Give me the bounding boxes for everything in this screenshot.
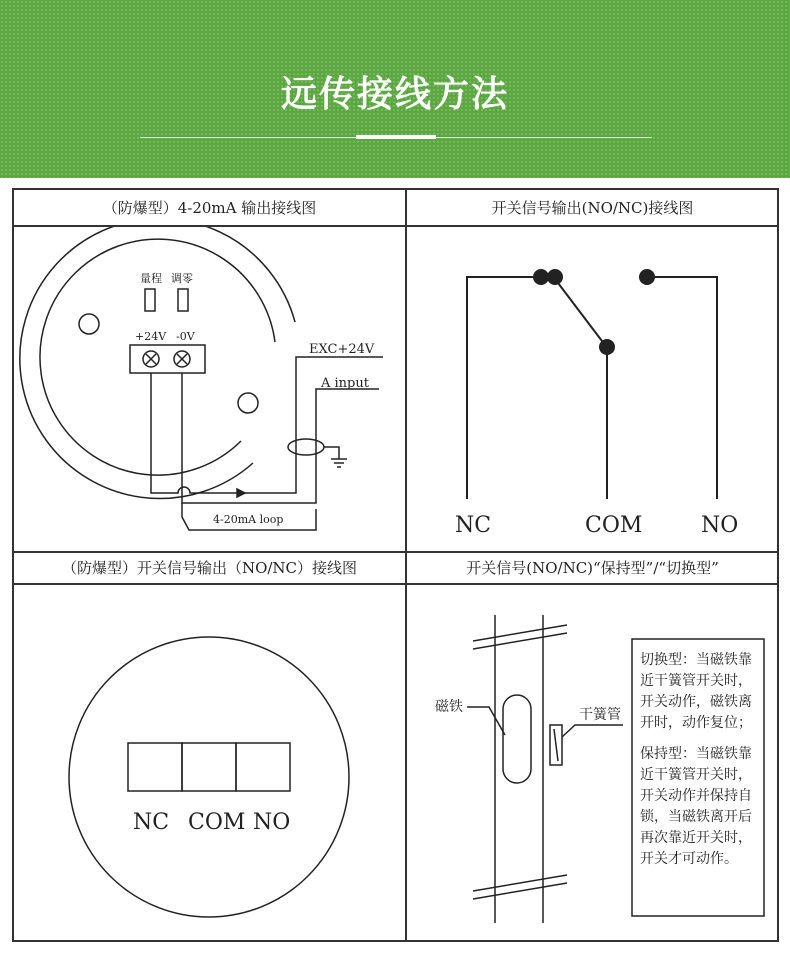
- com-terminal-label: COM: [188, 810, 246, 835]
- panel2-header: 开关信号输出(NO/NC)接线图: [491, 199, 694, 217]
- exc-label: EXC+24V: [309, 342, 375, 357]
- panel1-header: （防爆型）4-20mA 输出接线图: [102, 199, 317, 217]
- loop-arrow: [237, 489, 245, 497]
- break-line-top-a: [473, 625, 567, 641]
- reed-switch-contact: [554, 729, 558, 761]
- no-terminal-box: [236, 743, 290, 791]
- loop-label: 4-20mA loop: [213, 513, 284, 526]
- nc-contact-b: [547, 269, 563, 285]
- hold-type-note: 保持型：当磁铁靠近干簧管开关时，开关动作并保持自锁，当磁铁离开后再次靠近开关时，开关才可动作。: [640, 746, 752, 867]
- plus-label: +24V: [135, 330, 167, 343]
- ground-lead: [324, 447, 339, 459]
- minus-label: -0V: [176, 330, 195, 343]
- housing-circle: [69, 637, 349, 917]
- panel4-header: 开关信号(NO/NC)“保持型”/“切换型”: [466, 559, 719, 577]
- range-label: 量程: [140, 272, 162, 285]
- break-line-bottom-b: [473, 883, 567, 899]
- nc-terminal-label: NC: [133, 810, 170, 835]
- zero-pot: [178, 289, 188, 311]
- input-label: A input: [321, 376, 369, 391]
- mount-hole-left: [79, 314, 99, 334]
- magnet-float: [503, 695, 531, 783]
- wire-input: [182, 373, 379, 503]
- range-pot: [145, 289, 155, 311]
- no-contact: [639, 269, 655, 285]
- mount-hole-right: [238, 393, 258, 413]
- reed-leader: [562, 725, 623, 737]
- nc-label: NC: [455, 513, 492, 538]
- shield-ellipse: [288, 439, 324, 455]
- break-line-top-b: [473, 633, 567, 649]
- panel2-diagram: [407, 227, 778, 551]
- reed-switch-notes: [640, 650, 764, 880]
- switch-type-note: 切换型：当磁铁靠近干簧管开关时，开关动作，磁铁离开时，动作复位；: [640, 652, 752, 731]
- zero-label: 调零: [171, 272, 193, 285]
- panel1-diagram: [13, 227, 406, 551]
- nc-wire: [467, 277, 543, 499]
- com-label: COM: [585, 513, 643, 538]
- magnet-label: 磁铁: [435, 699, 463, 715]
- nc-contact-a: [533, 269, 549, 285]
- terminal-block: [130, 345, 205, 373]
- com-terminal-box: [182, 743, 236, 791]
- nc-terminal-box: [128, 743, 182, 791]
- switch-blade: [555, 279, 605, 345]
- no-terminal-label: NO: [253, 810, 291, 835]
- panel3-header: （防爆型）开关信号输出（NO/NC）接线图: [61, 559, 358, 577]
- com-contact: [599, 339, 615, 355]
- panel3-diagram: [13, 585, 406, 941]
- magnet-leader: [467, 707, 505, 735]
- banner-title: 远传接线方法: [280, 74, 509, 115]
- reed-label: 干簧管: [579, 707, 621, 723]
- break-line-bottom-a: [473, 875, 567, 891]
- no-wire: [649, 277, 717, 499]
- no-label: NO: [701, 513, 739, 538]
